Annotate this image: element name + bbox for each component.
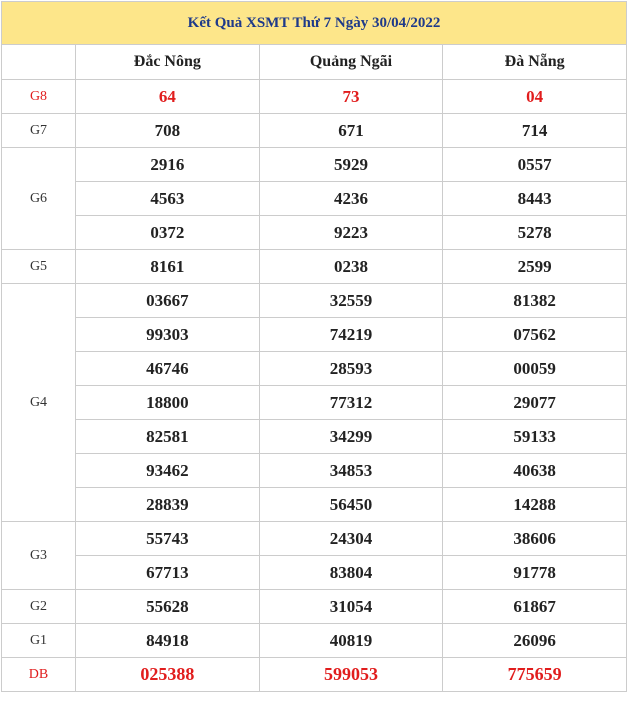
g3-da-nang: 38606 <box>443 522 627 556</box>
g4-quang-ngai: 74219 <box>259 318 443 352</box>
prize-row-g4 <box>2 454 627 488</box>
g6-quang-ngai: 4236 <box>259 182 443 216</box>
g4-quang-ngai: 28593 <box>259 352 443 386</box>
g1-da-nang: 26096 <box>443 624 627 658</box>
prize-row-g6 <box>2 216 627 250</box>
prize-label-g1: G1 <box>2 624 76 658</box>
g4-dac-nong: 93462 <box>76 454 260 488</box>
g4-da-nang: 00059 <box>443 352 627 386</box>
g4-da-nang: 29077 <box>443 386 627 420</box>
g8-da-nang: 04 <box>443 80 627 114</box>
g2-da-nang: 61867 <box>443 590 627 624</box>
province-header-row <box>2 45 627 80</box>
g4-quang-ngai: 34299 <box>259 420 443 454</box>
prize-row-g7 <box>2 114 627 148</box>
prize-row-g3 <box>2 522 627 556</box>
prize-row-g6 <box>2 148 627 182</box>
prize-row-g4 <box>2 318 627 352</box>
prize-row-g4 <box>2 386 627 420</box>
g6-dac-nong: 4563 <box>76 182 260 216</box>
g4-dac-nong: 28839 <box>76 488 260 522</box>
g4-da-nang: 40638 <box>443 454 627 488</box>
g8-quang-ngai: 73 <box>259 80 443 114</box>
g2-quang-ngai: 31054 <box>259 590 443 624</box>
prize-row-db <box>2 658 627 692</box>
g6-quang-ngai: 5929 <box>259 148 443 182</box>
prize-row-g2 <box>2 590 627 624</box>
prize-label-g3: G3 <box>2 522 76 590</box>
province-header-quang-ngai: Quảng Ngãi <box>259 45 443 80</box>
g6-quang-ngai: 9223 <box>259 216 443 250</box>
g3-dac-nong: 67713 <box>76 556 260 590</box>
g4-quang-ngai: 34853 <box>259 454 443 488</box>
header-empty-cell <box>2 45 76 80</box>
g4-quang-ngai: 56450 <box>259 488 443 522</box>
prize-row-g8 <box>2 80 627 114</box>
g3-quang-ngai: 24304 <box>259 522 443 556</box>
g5-quang-ngai: 0238 <box>259 250 443 284</box>
g8-dac-nong: 64 <box>76 80 260 114</box>
g4-quang-ngai: 32559 <box>259 284 443 318</box>
prize-row-g4 <box>2 420 627 454</box>
g3-da-nang: 91778 <box>443 556 627 590</box>
g6-dac-nong: 0372 <box>76 216 260 250</box>
g4-da-nang: 07562 <box>443 318 627 352</box>
prize-label-g6: G6 <box>2 148 76 250</box>
g7-da-nang: 714 <box>443 114 627 148</box>
g4-da-nang: 59133 <box>443 420 627 454</box>
g7-dac-nong: 708 <box>76 114 260 148</box>
g4-quang-ngai: 77312 <box>259 386 443 420</box>
prize-label-g5: G5 <box>2 250 76 284</box>
g1-dac-nong: 84918 <box>76 624 260 658</box>
g3-dac-nong: 55743 <box>76 522 260 556</box>
prize-label-db: DB <box>2 658 76 692</box>
title-row <box>2 2 627 45</box>
g4-da-nang: 14288 <box>443 488 627 522</box>
province-header-dac-nong: Đắc Nông <box>76 45 260 80</box>
g1-quang-ngai: 40819 <box>259 624 443 658</box>
lottery-results-table <box>1 1 627 692</box>
g4-dac-nong: 03667 <box>76 284 260 318</box>
prize-row-g4 <box>2 284 627 318</box>
g5-da-nang: 2599 <box>443 250 627 284</box>
g6-da-nang: 5278 <box>443 216 627 250</box>
db-quang-ngai: 599053 <box>259 658 443 692</box>
prize-row-g3 <box>2 556 627 590</box>
g4-da-nang: 81382 <box>443 284 627 318</box>
prize-label-g2: G2 <box>2 590 76 624</box>
g4-dac-nong: 46746 <box>76 352 260 386</box>
g4-dac-nong: 82581 <box>76 420 260 454</box>
prize-row-g5 <box>2 250 627 284</box>
g6-dac-nong: 2916 <box>76 148 260 182</box>
prize-row-g6 <box>2 182 627 216</box>
g6-da-nang: 0557 <box>443 148 627 182</box>
db-da-nang: 775659 <box>443 658 627 692</box>
g4-dac-nong: 99303 <box>76 318 260 352</box>
g4-dac-nong: 18800 <box>76 386 260 420</box>
table-title: Kết Quả XSMT Thứ 7 Ngày 30/04/2022 <box>2 2 627 45</box>
prize-label-g4: G4 <box>2 284 76 522</box>
prize-label-g8: G8 <box>2 80 76 114</box>
g7-quang-ngai: 671 <box>259 114 443 148</box>
db-dac-nong: 025388 <box>76 658 260 692</box>
prize-row-g4 <box>2 488 627 522</box>
province-header-da-nang: Đà Nẵng <box>443 45 627 80</box>
g2-dac-nong: 55628 <box>76 590 260 624</box>
g3-quang-ngai: 83804 <box>259 556 443 590</box>
g6-da-nang: 8443 <box>443 182 627 216</box>
prize-row-g4 <box>2 352 627 386</box>
prize-label-g7: G7 <box>2 114 76 148</box>
prize-row-g1 <box>2 624 627 658</box>
g5-dac-nong: 8161 <box>76 250 260 284</box>
